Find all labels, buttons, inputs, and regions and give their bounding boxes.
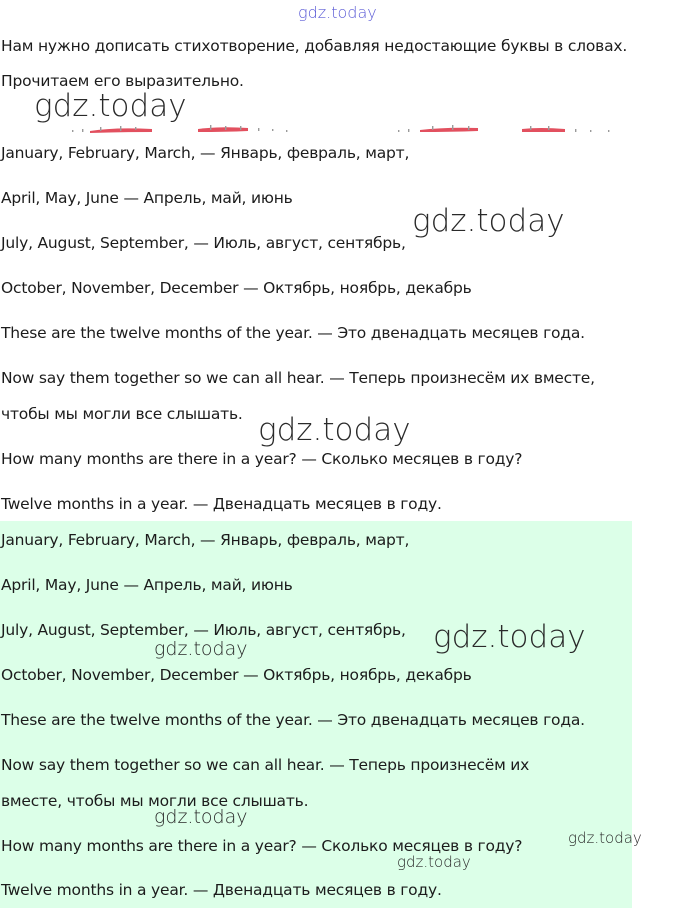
answer-line-5: These are the twelve months of the year. — Это двенадцать месяцев года. <box>1 711 585 729</box>
answer-line-6a: Now say them together so we can all hear. — Теперь произнесём их <box>1 756 530 774</box>
strip-tick <box>272 129 273 131</box>
answer-line-6b: вместе, чтобы мы могли все слышать. <box>1 792 309 810</box>
answer-line-4: October, November, December — Октябрь, ноябрь, декабрь <box>1 666 472 684</box>
answer-line-3: July, August, September, — Июль, август, сентябрь, <box>1 621 406 639</box>
watermark: gdz.today <box>412 203 565 239</box>
poem-line-6b: чтобы мы могли все слышать. <box>1 405 243 423</box>
strip-tick <box>135 127 136 130</box>
poem-line-5: These are the twelve months of the year. — Это двенадцать месяцев года. <box>1 324 585 342</box>
answer-line-7: How many months are there in a year? — Сколько месяцев в году? <box>1 837 523 855</box>
watermark: gdz.today <box>433 619 586 655</box>
strip-tick <box>240 126 241 130</box>
watermark: gdz.today <box>568 829 642 847</box>
strip-tick <box>398 130 399 132</box>
strip-tick <box>432 126 433 130</box>
strip-tick <box>100 127 101 131</box>
watermark: gdz.today <box>154 806 248 828</box>
poem-line-1: January, February, March, — Январь, февраль, март, <box>1 144 410 162</box>
strip-tick <box>210 125 211 130</box>
poem-line-3: July, August, September, — Июль, август, сентябрь, <box>1 234 406 252</box>
strip-tick <box>548 126 549 130</box>
strip-tick <box>120 126 121 131</box>
strip-tick <box>608 130 609 132</box>
strip-tick <box>258 128 259 131</box>
strip-tick <box>452 125 453 130</box>
strip-tick <box>225 126 226 130</box>
watermark: gdz.today <box>34 88 187 124</box>
answer-line-1: January, February, March, — Январь, февраль, март, <box>1 531 410 549</box>
watermark-top: gdz.today <box>298 3 377 22</box>
poem-line-6a: Now say them together so we can all hear. — Теперь произнесём их вместе, <box>1 369 595 387</box>
answer-line-8: Twelve months in a year. — Двенадцать месяцев в году. <box>1 881 442 899</box>
poem-line-7: How many months are there in a year? — Сколько месяцев в году? <box>1 450 523 468</box>
answer-line-2: April, May, June — Апрель, май, июнь <box>1 576 293 594</box>
watermark: gdz.today <box>397 853 471 871</box>
strip-mark <box>522 128 565 132</box>
watermark: gdz.today <box>258 412 411 448</box>
intro-line-1: Нам нужно дописать стихотворение, добавляя недостающие буквы в словах. <box>1 37 628 55</box>
strip-tick <box>575 129 576 132</box>
strip-tick <box>530 126 531 130</box>
poem-line-8: Twelve months in a year. — Двенадцать месяцев в году. <box>1 495 442 513</box>
strip-tick <box>72 130 73 132</box>
strip-tick <box>408 129 409 132</box>
watermark: gdz.today <box>154 638 248 660</box>
strip-tick <box>590 130 591 132</box>
intro-line-2: Прочитаем его выразительно. <box>1 72 244 90</box>
strip-tick <box>82 129 83 132</box>
poem-line-2: April, May, June — Апрель, май, июнь <box>1 189 293 207</box>
poem-line-4: October, November, December — Октябрь, ноябрь, декабрь <box>1 279 472 297</box>
strip-tick <box>286 130 287 132</box>
strip-tick <box>468 126 469 130</box>
